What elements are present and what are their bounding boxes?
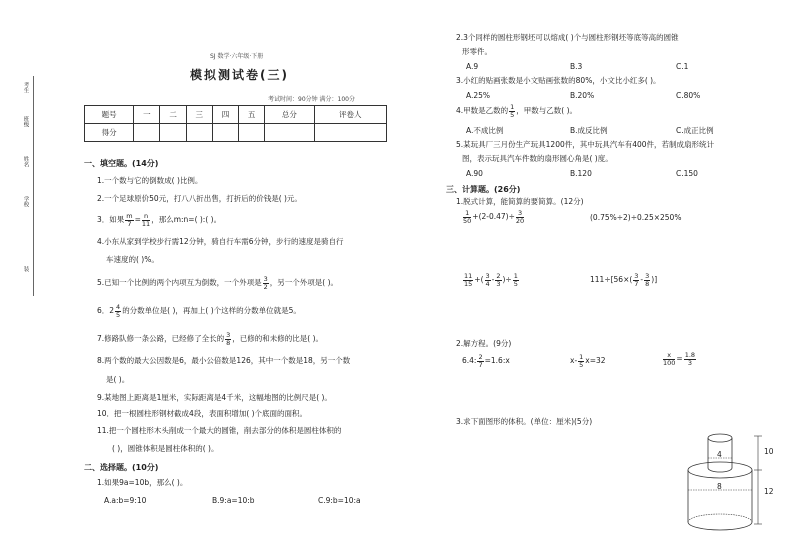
side-label-bind: 装 <box>22 266 29 272</box>
question: 4.甲数是乙数的 $\frac{1}{5}$ ，甲数与乙数( )。 <box>456 103 578 119</box>
score-cell: 二 <box>160 106 186 124</box>
question: 1.一个数与它的倒数成( )比例。 <box>97 176 203 185</box>
question: 是( )。 <box>106 375 130 384</box>
question: 形零件。 <box>462 47 492 56</box>
dim-bottom-diameter: 8 <box>717 482 722 491</box>
section-1-heading: 一、填空题。(14分) <box>84 159 159 168</box>
option: B.3 <box>570 62 583 71</box>
question: 9.某地图上距离是1厘米，实际距离是4千米，这幅地图的比例尺是( )。 <box>97 393 332 402</box>
score-cell[interactable] <box>212 124 238 142</box>
question: 3．如果 $\frac{m}{7}$ = $\frac{n}{11}$ ，那么m:n=( ):( )。 <box>97 212 222 228</box>
question: 6．2 $\frac{4}{5}$ 的分数单位是( )，再加上( )个这样的分数单位就是5。 <box>97 303 301 319</box>
question: 5.某玩具厂三月份生产玩具1200件，其中玩具汽车有400件，若制成扇形统计 <box>456 140 715 149</box>
score-cell[interactable] <box>314 124 386 142</box>
side-label-id: 考生 <box>22 82 29 93</box>
score-cell: 总分 <box>265 106 314 124</box>
option: B.成反比例 <box>570 126 608 135</box>
score-cell[interactable] <box>186 124 212 142</box>
expression: $\frac{11}{15}$ +( $\frac{3}{4}$ - $\frac{2}{3}$ )÷ $\frac{1}{5}$ <box>464 272 518 288</box>
question: ( )，圆锥体积是圆柱体积的( )。 <box>112 444 219 453</box>
option: B.9:a=10:b <box>212 496 255 505</box>
equation: 6.4: $\frac{2}{7}$ =1.6:x <box>462 353 510 369</box>
question: 车速度的( )%。 <box>106 255 159 264</box>
expression: 111÷[56×( $\frac{3}{7}$ - $\frac{3}{8}$ )] <box>590 272 658 288</box>
question: 1.如果9a=10b，那么( )。 <box>97 478 188 487</box>
question: 2.一个足球原价50元，打八八折出售，打折后的价钱是( )元。 <box>97 194 302 203</box>
cylinder-figure <box>678 428 778 536</box>
option: C.150 <box>676 169 698 178</box>
score-cell: 五 <box>239 106 265 124</box>
question: 10．把一根圆柱形钢材截成4段，表面积增加( )个底面的面积。 <box>97 409 308 418</box>
score-cell: 得分 <box>85 124 134 142</box>
score-cell[interactable] <box>239 124 265 142</box>
side-label-name: 姓名 <box>22 156 29 167</box>
section-3-heading: 三、计算题。(26分) <box>446 185 521 194</box>
question: 图，表示玩具汽车件数的扇形圆心角是( )度。 <box>462 154 613 163</box>
option: A.不成比例 <box>466 126 504 135</box>
option: B.20% <box>570 91 595 100</box>
question: 1.脱式计算，能简算的要简算。(12分) <box>456 197 584 206</box>
score-cell: 题号 <box>85 106 134 124</box>
question: 3.小红的贴画张数是小文贴画张数的80%，小文比小红多( )。 <box>456 76 661 85</box>
section-2-heading: 二、选择题。(10分) <box>84 463 159 472</box>
question: 11.把一个圆柱形木头削成一个最大的圆锥，削去部分的体积是圆柱体积的 <box>97 426 342 435</box>
side-label-school: 学校 <box>22 196 29 207</box>
page-title: 模拟测试卷(三) <box>190 68 289 82</box>
header-tag: SJ 数学·六年级·下册 <box>210 53 264 60</box>
question: 8.两个数的最大公因数是6，最小公倍数是126，其中一个数是18，另一个数 <box>97 356 351 365</box>
dim-bottom-height: 12 <box>764 487 774 496</box>
question: 2.解方程。(9分) <box>456 339 512 348</box>
equation: x- $\frac{1}{5}$ x=32 <box>570 353 606 369</box>
option: A.90 <box>466 169 483 178</box>
expression: (0.75%÷2)÷0.25×250% <box>590 213 682 222</box>
option: A.25% <box>466 91 491 100</box>
expression: $\frac{1}{50}$ +(2-0.47)÷ $\frac{3}{20}$ <box>463 209 525 225</box>
option: A.a:b=9:10 <box>104 496 147 505</box>
option: C.9:b=10:a <box>318 496 361 505</box>
question: 4.小东从家到学校步行需12分钟，骑自行车需6分钟，步行的速度是骑自行 <box>97 237 344 246</box>
dim-top-height: 10 <box>764 447 774 456</box>
question: 5.已知一个比例的两个内项互为倒数，一个外项是 $\frac{3}{2}$ ，另一个外项是( )。 <box>97 275 339 291</box>
score-cell[interactable] <box>160 124 186 142</box>
exam-info: 考试时间：90分钟 满分：100分 <box>268 96 355 103</box>
dim-top-diameter: 4 <box>717 450 722 459</box>
score-cell: 一 <box>134 106 160 124</box>
option: A.9 <box>466 62 479 71</box>
score-cell: 三 <box>186 106 212 124</box>
equation: $\frac{x}{100}$ = $\frac{1.8}{3}$ <box>663 351 696 367</box>
score-table <box>84 105 387 142</box>
score-cell: 四 <box>212 106 238 124</box>
score-cell: 评卷人 <box>314 106 386 124</box>
question: 3.求下面图形的体积。(单位：厘米)(5分) <box>456 417 593 426</box>
option: C.1 <box>676 62 689 71</box>
score-cell[interactable] <box>134 124 160 142</box>
question: 7.修路队修一条公路，已经修了全长的 $\frac{3}{8}$ ，已修的和未修的比是( )。 <box>97 331 324 347</box>
question: 2.3个同样的圆柱形钢坯可以熔成( )个与圆柱形钢坯等底等高的圆锥 <box>456 33 679 42</box>
option: B.120 <box>570 169 592 178</box>
side-label-class: 班级 <box>22 116 29 127</box>
binding-strip <box>20 76 34 296</box>
score-cell[interactable] <box>265 124 314 142</box>
option: C.成正比例 <box>676 126 714 135</box>
option: C.80% <box>676 91 701 100</box>
